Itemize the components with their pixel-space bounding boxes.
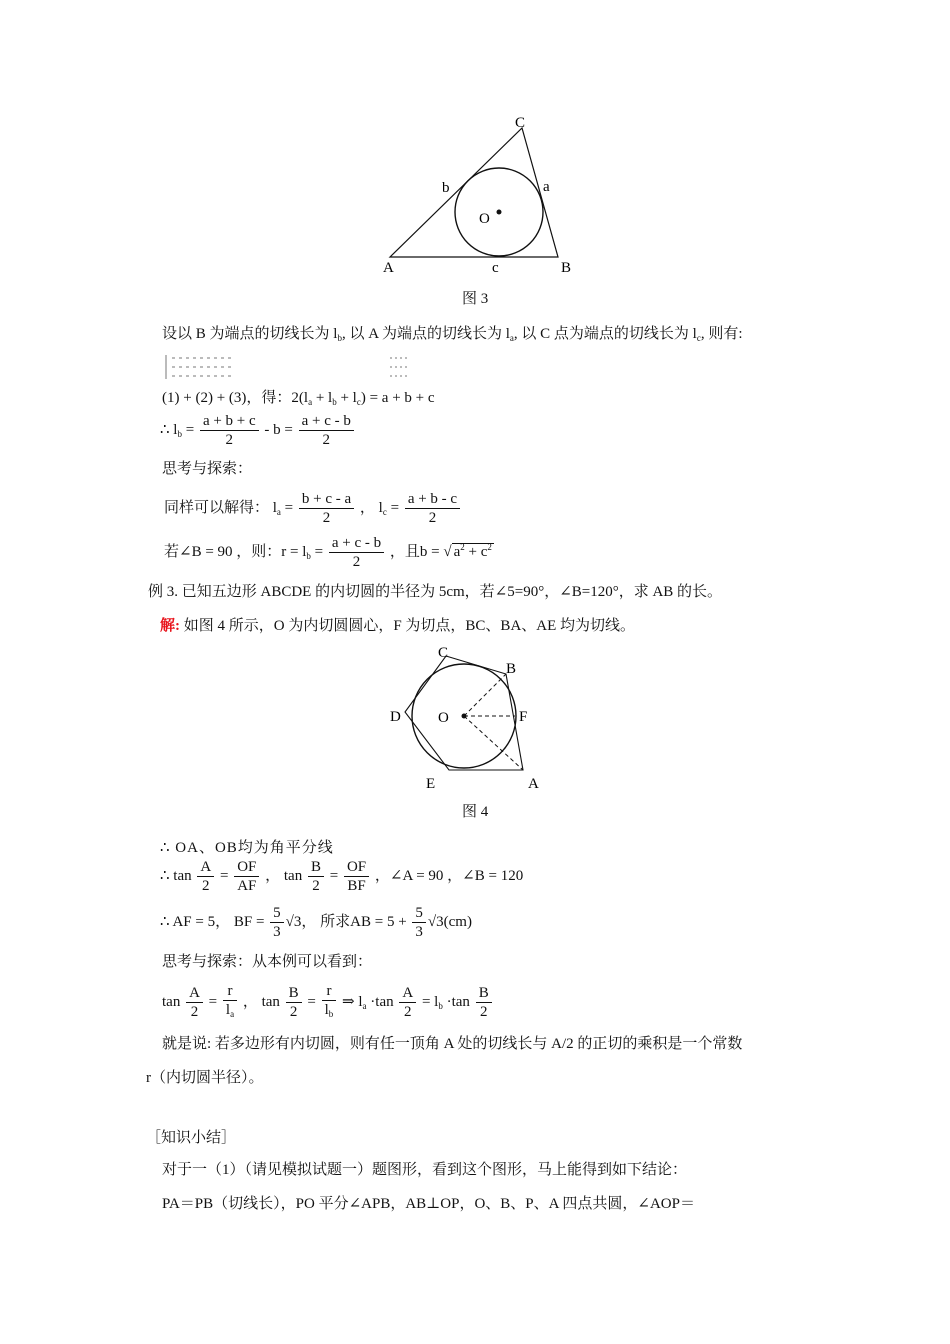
conclusion-line-2: r（内切圆半径）。 (146, 1070, 264, 1086)
center-dot (497, 210, 502, 215)
label-E-4: E (426, 776, 436, 792)
label-O: O (479, 211, 490, 227)
summary-line-2: PA＝PB（切线长），PO 平分∠APB，AB⊥OP，O、B、P、A 四点共圆，∠AOP＝ (162, 1196, 695, 1212)
summary-line-1: 对于一（1）（请见模拟试题一）题图形，看到这个图形，马上能得到如下结论： (162, 1162, 688, 1178)
oa-dashed (464, 716, 523, 770)
sum-equation: (1) + (2) + (3)，得：$2(l_a + l_b + l_c) = a + b + c$ (162, 390, 435, 407)
figure-3 (380, 110, 580, 280)
triangle-abc (390, 128, 558, 257)
bisector-statement: ∴ OA、OB均为角平分线 (160, 840, 334, 856)
side-b: b (442, 180, 450, 196)
figure-4 (388, 642, 548, 794)
side-a: a (543, 179, 550, 195)
label-A: A (383, 260, 394, 276)
label-B-4: B (506, 661, 517, 677)
conclusion-line-1: 就是说: 若多边形有内切圆，则有任一顶角 A 处的切线长与 A/2 的正切的乘积是一个常数 (162, 1036, 743, 1052)
sqrt-expression: √ $a^2 + c^2$ (443, 541, 492, 560)
label-C-4: C (438, 645, 449, 661)
ob-dashed (464, 674, 506, 716)
solution-line: 解: 如图 4 所示，O 为内切圆圆心，F 为切点，BC、BA、AE 均为切线。 (160, 618, 636, 634)
think-explore-2: 思考与探索：从本例可以看到： (162, 954, 373, 970)
label-B: B (561, 260, 572, 276)
lb-equation: ∴ $l_b$ = $\frac{a + b + c}{2}$ - b = $\frac{a + c - b}{2}$ (160, 412, 356, 449)
label-F-4: F (519, 709, 528, 725)
af-bf-equation: ∴ AF = 5， BF = $\frac{5}{3}$ √3， 所求AB = 5 + $\frac{5}{3}$ √3(cm) (160, 905, 472, 940)
equation-system-image (160, 352, 410, 382)
figure-3-caption: 图 3 (462, 291, 489, 307)
figure-4-caption: 图 4 (462, 804, 489, 820)
example-3: 例 3. 已知五边形 ABCDE 的内切圆的半径为 5cm，若∠5=90°，∠B=120°，求 AB 的长。 (148, 584, 723, 600)
side-c: c (492, 260, 499, 276)
tangent-length-equation: tan $\frac{A}{2}$ = $\frac{r}{l_a}$ ， tan $\frac{B}{2}$ = $\frac{r}{l_b}$ ⇒ $l_a \cdot\tan$ $\frac{A}{2}$ = $l_b \cdot\tan$ $\frac{B}{2}$ (162, 982, 494, 1023)
label-C: C (515, 115, 526, 131)
label-A-4: A (528, 776, 539, 792)
label-O-4: O (438, 710, 449, 726)
same-solve-equation: 同样可以解得： $l_a$ = $\frac{b + c - a}{2}$ ， $l_c$ = $\frac{a + b - c}{2}$ (164, 490, 462, 527)
tan-equation: ∴ tan $\frac{A}{2}$ = $\frac{OF}{AF}$ ， tan $\frac{B}{2}$ = $\frac{OF}{BF}$ ，∠A = 90 ，∠B = 120 (160, 859, 524, 894)
think-explore-1: 思考与探索： (162, 461, 253, 477)
right-angle-equation: 若∠B = 90 ，则：$r = l_b$ = $\frac{a + c - b}{2}$ ，且b = √ $a^2 + c^2$ (164, 535, 492, 570)
tangent-definition: 设以 B 为端点的切线长为 $l_b$, 以 A 为端点的切线长为 $l_a$, 以 C 点为端点的切线长为 $l_c$, 则有: (162, 326, 743, 343)
summary-title: ［知识小结］ (146, 1130, 237, 1146)
label-D-4: D (390, 709, 401, 725)
